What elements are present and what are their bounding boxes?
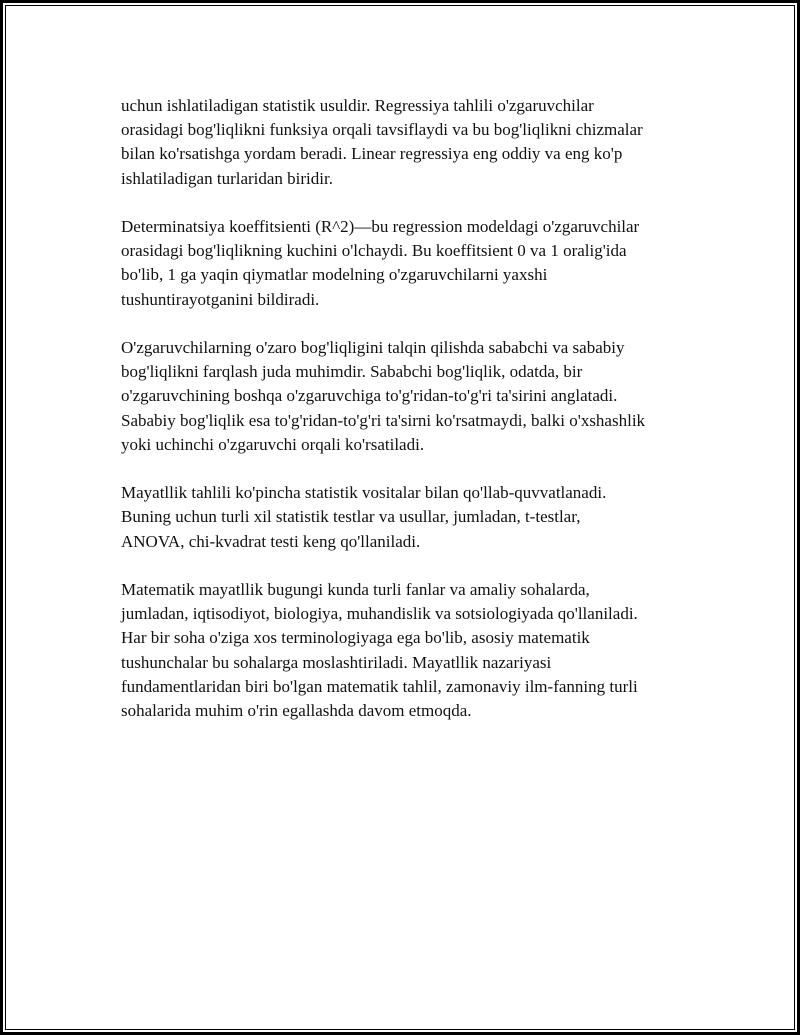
paragraph-applications [121, 578, 701, 723]
text-line: Mayatllik tahlili ko'pincha statistik vositalar bilan qo'llab-quvvatlanadi. [121, 483, 607, 503]
text-line: yoki uchinchi o'zgaruvchi orqali ko'rsatiladi. [121, 434, 425, 454]
text-line: fundamentlaridan biri bo'lgan matematik tahlil, zamonaviy ilm-fanning turli [121, 676, 638, 696]
text-line: orasidagi bog'liqlikning kuchini o'lchaydi. Bu koeffitsient 0 va 1 oralig'ida [121, 241, 627, 261]
text-line: Buning uchun turli xil statistik testlar va usullar, jumladan, t-testlar, [121, 507, 581, 527]
text-line: O'zgaruvchilarning o'zaro bog'liqligini talqin qilishda sababchi va sababiy [121, 338, 625, 357]
text-line: bo'lib, 1 ga yaqin qiymatlar modelning o'zgaruvchilarni yaxshi [121, 265, 548, 285]
text-line: Matematik mayatllik bugungi kunda turli fanlar va amaliy sohalarda, [121, 580, 590, 599]
paragraph-statistical-tools [121, 481, 701, 554]
text-line: Har bir soha o'ziga xos terminologiyaga ega bo'lib, asosiy matematik [121, 628, 590, 648]
text-line: tushuntirayotganini bildiradi. [121, 289, 320, 309]
text-line: ANOVA, chi-kvadrat testi keng qo'llaniladi. [121, 531, 421, 551]
text-line: sohalarida muhim o'rin egallashda davom etmoqda. [121, 701, 472, 721]
paragraph-determination [121, 215, 701, 312]
paragraph-causality [121, 336, 701, 457]
text-line: Determinatsiya koeffitsienti (R^2)—bu regression modeldagi o'zgaruvchilar [121, 217, 640, 236]
text-line: ishlatiladigan turlaridan biridir. [121, 168, 333, 188]
text-line: bog'liqlikni farqlash juda muhimdir. Sababchi bog'liqlik, odatda, bir [121, 362, 583, 382]
text-line: uchun ishlatiladigan statistik usuldir. Regressiya tahlili o'zgaruvchilar [121, 96, 594, 115]
text-line: orasidagi bog'liqlikni funksiya orqali tavsiflaydi va bu bog'liqlikni chizmalar [121, 120, 643, 140]
paragraph-regression [121, 94, 701, 191]
text-line: bilan ko'rsatishga yordam beradi. Linear regressiya eng oddiy va eng ko'p [121, 144, 623, 164]
text-line: jumladan, iqtisodiyot, biologiya, muhandislik va sotsiologiyada qo'llaniladi. [121, 604, 638, 624]
text-line: o'zgaruvchining boshqa o'zgaruvchiga to'g'ridan-to'g'ri ta'sirini anglatadi. [121, 386, 618, 406]
text-line: tushunchalar bu sohalarga moslashtiriladi. Mayatllik nazariyasi [121, 652, 552, 672]
text-line: Sababiy bog'liqlik esa to'g'ridan-to'g'ri ta'sirni ko'rsatmaydi, balki o'xshashlik [121, 410, 646, 430]
document-body [121, 94, 701, 747]
